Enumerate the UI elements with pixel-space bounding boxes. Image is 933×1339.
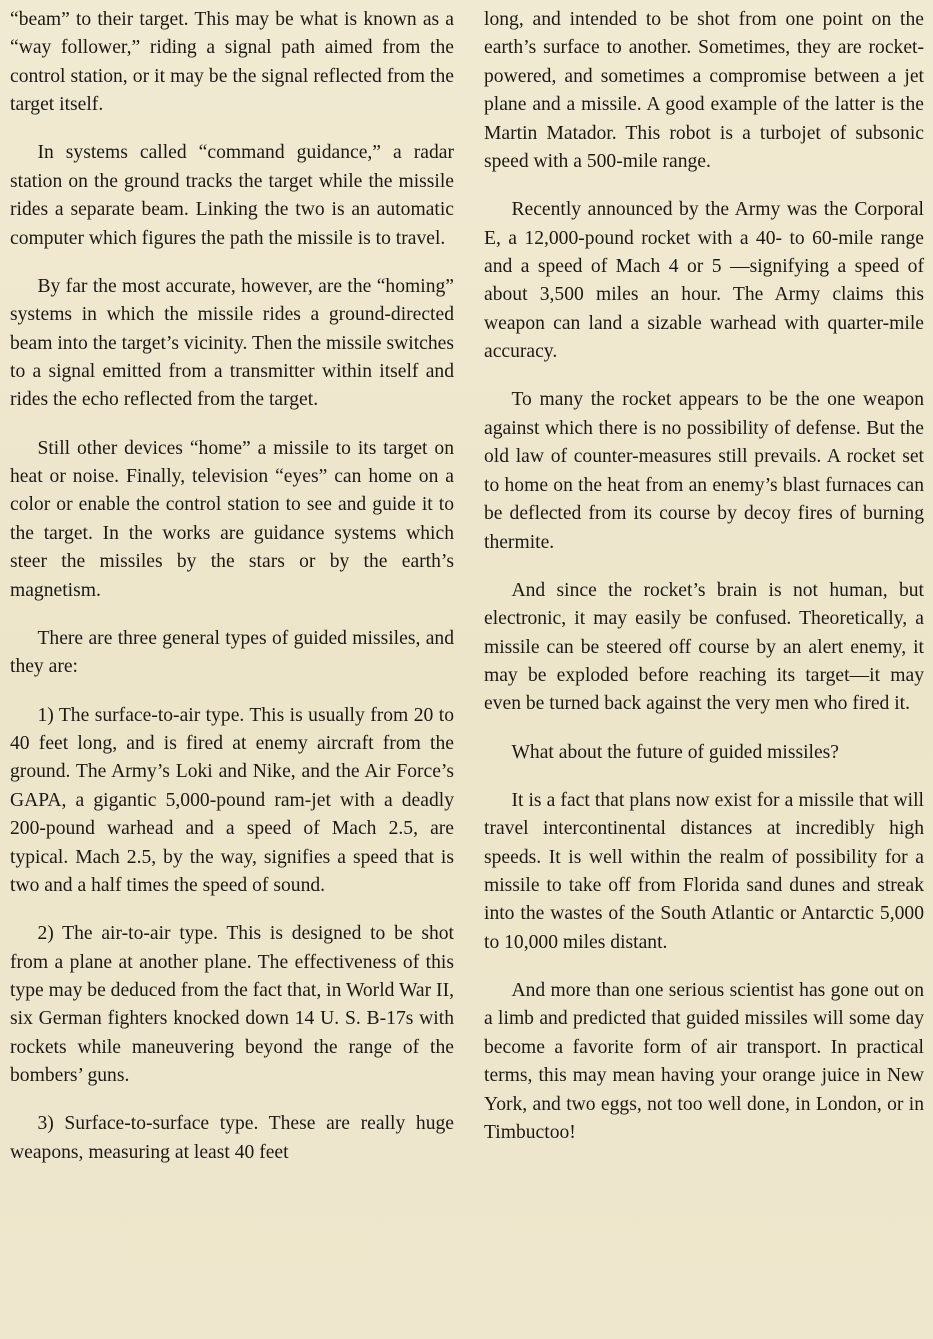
list-item-surface-to-air: 1) The surface-to-air type. This is usually from 20 to 40 feet long, and is fired at enemy aircraft from the ground. The Army’s Loki and Nike, and the Air Force’s GAPA, a gigantic 5,000-pound ram-jet with a deadly 200-pound warhead and a speed of Mach 2.5, are typical. Mach 2.5, by the way, signifies a speed that is two and a half times the speed of sound. <box>10 704 454 896</box>
paragraph-heat-noise-devices: Still other devices “home” a missile to its target on heat or noise. Finally, television “eyes” can home on a color or enable the control station to see and guide it to the target. In the works are guidance systems which steer the missiles by the stars or by the earth’s magnetism. <box>10 437 454 601</box>
paragraph-electronic-brain: And since the rocket’s brain is not human, but electronic, it may easily be confused. Theoretically, a missile can be steered off course by an alert enemy, it may be exploded before reaching its target—it may even be turned back against the very men who fired it. <box>484 579 924 715</box>
paragraph-corporal-e: Recently announced by the Army was the Corporal E, a 12,000-pound rocket with a 40- to 60-mile range and a speed of Mach 4 or 5 —signifying a speed of about 3,500 miles an hour. The Army claims this weapon can land a sizable warhead with quarter-mile accuracy. <box>484 199 924 363</box>
paragraph-future-question: What about the future of guided missiles? <box>511 741 840 763</box>
left-column <box>10 6 454 1167</box>
paragraph-homing-systems: By far the most accurate, however, are the “homing” systems in which the missile rides a ground-directed beam into the target’s vicinity. Then the missile switches to a signal emitted from a transmitter within itself and rides the echo reflected from the target. <box>10 275 454 411</box>
list-item-air-to-air: 2) The air-to-air type. This is designed to be shot from a plane at another plane. The effectiveness of this type may be deduced from the fact that, in World War II, six German fighters knocked down 14 U. S. B-17s with rockets while maneuvering beyond the range of the bombers’ guns. <box>10 923 454 1087</box>
paragraph-command-guidance: In systems called “command guidance,” a radar station on the ground tracks the target while the missile rides a separate beam. Linking the two is an automatic computer which figures the path the missile is to travel. <box>10 142 454 249</box>
paragraph-counter-measures: To many the rocket appears to be the one weapon against which there is no possibility of defense. But the old law of counter-measures still prevails. A rocket set to home on the heat from an enemy’s blast furnaces can be deflected from its course by decoy fires of burning thermite. <box>484 389 924 553</box>
paragraph-intercontinental: It is a fact that plans now exist for a missile that will travel intercontinental distances at incredibly high speeds. It is well within the realm of possibility for a missile to take off from Florida sand dunes and streak into the wastes of the South Atlantic or Antarctic 5,000 to 10,000 miles distant. <box>484 789 924 953</box>
paragraph-surface-to-surface-continuation: long, and intended to be shot from one point on the earth’s surface to another. Sometimes, they are rocket-powered, and sometimes a compromise between a jet plane and a missile. A good example of the latter is the Martin Matador. This robot is a turbojet of subsonic speed with a 500-mile range. <box>484 9 924 173</box>
right-column <box>484 6 924 1147</box>
paragraph-beam-continuation: “beam” to their target. This may be what is known as a “way follower,” riding a signal path aimed from the control station, or it may be the signal reflected from the target itself. <box>10 9 454 116</box>
paragraph-air-transport: And more than one serious scientist has gone out on a limb and predicted that guided missiles will some day become a favorite form of air transport. In practical terms, this may mean having your orange juice in New York, and two eggs, not too well done, in London, or in Timbuctoo! <box>484 979 924 1143</box>
paragraph-three-types-intro: There are three general types of guided missiles, and they are: <box>10 627 454 678</box>
list-item-surface-to-surface: 3) Surface-to-surface type. These are really huge weapons, measuring at least 40 feet <box>10 1113 454 1163</box>
